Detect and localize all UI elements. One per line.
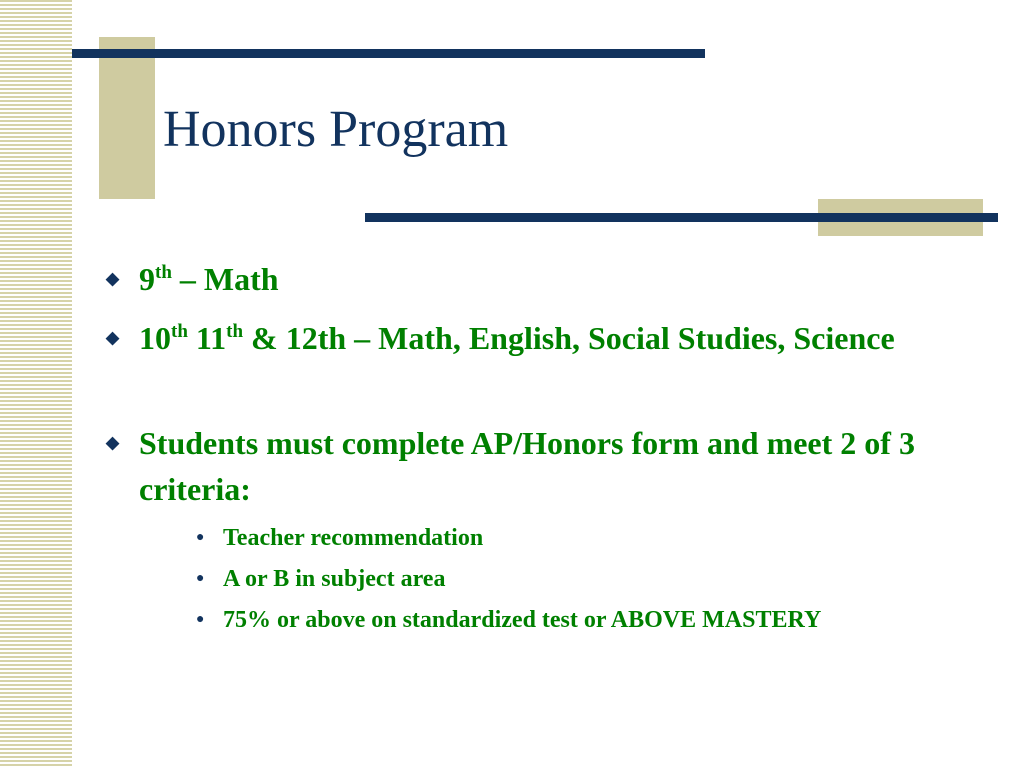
diamond-bullet-icon: ◆ xyxy=(106,328,120,347)
dot-bullet-icon: ● xyxy=(196,612,205,627)
sub-bullet-text: 75% or above on standardized test or ABOVE MASTERY xyxy=(223,607,822,633)
bullet-item-grades-10-12 xyxy=(100,315,970,361)
slide-title: Honors Program xyxy=(163,101,509,158)
left-stripe-decoration xyxy=(0,0,72,768)
bullet-text: 10th 11th & 12th – Math, English, Social Studies, Science xyxy=(139,320,895,356)
bullet-item-requirements xyxy=(100,420,970,512)
dot-bullet-icon: ● xyxy=(196,530,205,545)
sub-bullet-item-grade xyxy=(196,562,996,596)
sub-bullet-text: Teacher recommendation xyxy=(223,525,484,551)
title-accent-block xyxy=(99,37,155,199)
diamond-bullet-icon: ◆ xyxy=(106,269,120,288)
dot-bullet-icon: ● xyxy=(196,571,205,586)
sub-bullet-item-teacher xyxy=(196,521,996,555)
bullet-item-grade-9 xyxy=(100,256,970,302)
diamond-bullet-icon: ◆ xyxy=(106,433,120,452)
top-rule-line xyxy=(72,49,705,58)
sub-bullet-item-test xyxy=(196,603,996,637)
bullet-text: Students must complete AP/Honors form and meet 2 of 3 criteria: xyxy=(139,425,915,507)
bullet-text: 9th – Math xyxy=(139,261,279,297)
bottom-rule-line xyxy=(365,213,998,222)
sub-bullet-text: A or B in subject area xyxy=(223,566,446,592)
